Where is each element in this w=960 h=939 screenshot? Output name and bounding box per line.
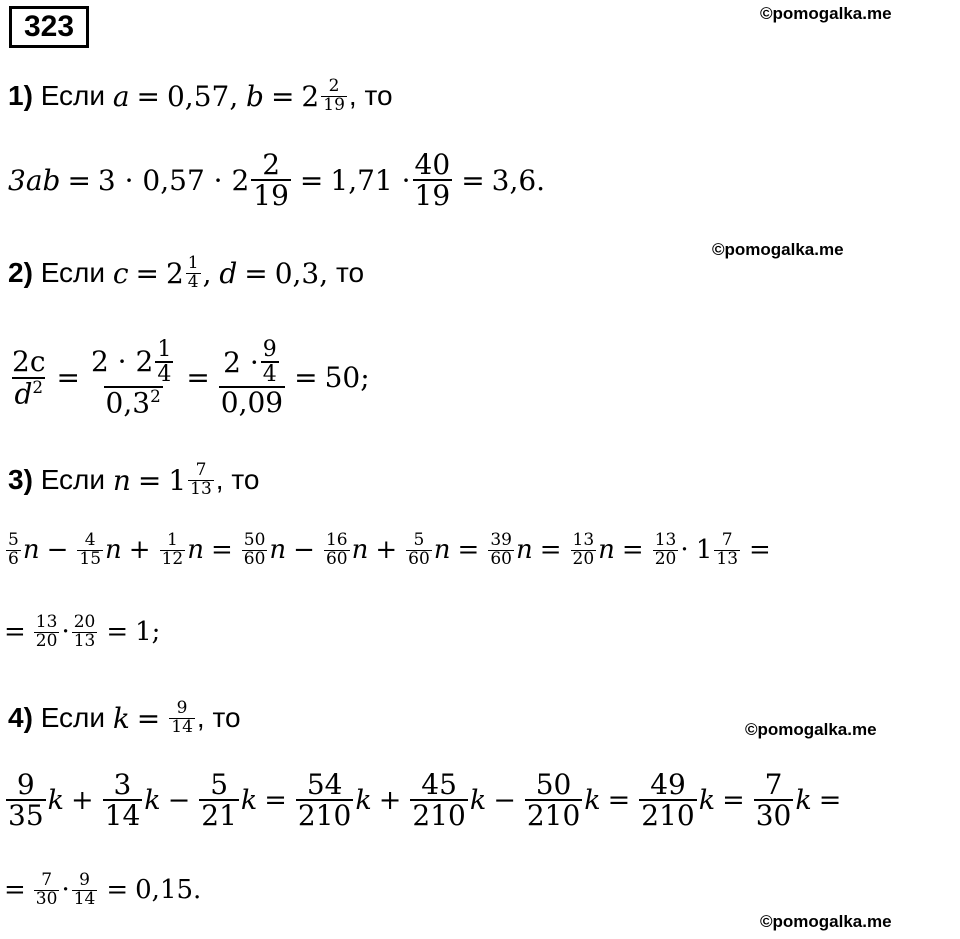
denominator: 0,09 (220, 386, 284, 420)
fraction (219, 338, 285, 418)
p1-condition (8, 78, 393, 115)
fraction (251, 150, 291, 211)
b-whole: 2 (301, 79, 320, 113)
p4-line-2: = $\frac{7}{30}$ · $\frac{9}{14}$ = 0,15. (4, 870, 202, 909)
product: 1,71 · (330, 163, 411, 197)
denominator: 4 (187, 271, 199, 292)
fraction: $\frac{13}{20}$ (35, 612, 58, 651)
denominator: 14 (171, 716, 193, 737)
fraction: $\frac{49}{210}$ (641, 768, 695, 833)
numerator: 9 (176, 698, 188, 718)
fraction: $\frac{50}{60}$ (243, 530, 266, 569)
var-k: k (112, 701, 130, 735)
fraction: $\frac{5}{21}$ (201, 768, 237, 833)
n-fraction (188, 462, 214, 499)
fraction: $\frac{45}{210}$ (412, 768, 466, 833)
fraction: $\frac{16}{60}$ (325, 530, 348, 569)
watermark: ©pomogalka.me (745, 720, 877, 739)
denominator: 19 (253, 179, 289, 213)
fraction: $\frac{9}{35}$ (8, 768, 44, 833)
fraction (10, 345, 48, 411)
k-fraction (169, 700, 195, 737)
b-fraction (321, 78, 347, 115)
d-value: 0,3, (274, 256, 329, 290)
p2-solution: $\frac{2c}{d^2}$ = 2 · 2 $\frac{1}{4}$ $0,3^2$ = 2 · $\frac{9}{4}$ 0,09 = 50; (12, 337, 370, 420)
n-whole: 1 (168, 463, 187, 497)
denominator: 19 (414, 179, 451, 213)
p4-line-1: $\frac{9}{35}$ k + $\frac{3}{14}$ k − $\frac{5}{21}$ k = $\frac{54}{210}$ k + $\frac{45}{210}$ k − $\frac{50}{210}$ k = $\frac{49}{210}$ k = $\frac{7}{30}$ k = (8, 768, 842, 833)
watermark: ©pomogalka.me (760, 4, 892, 23)
watermark: ©pomogalka.me (712, 240, 844, 259)
expr-3ab: 3ab (8, 163, 61, 197)
p4-condition: 4) Если k = $\frac{9}{14}$ , то (8, 698, 241, 737)
result: 0,15. (135, 875, 202, 906)
fraction: $\frac{5}{6}$ (8, 530, 19, 569)
var-a: a (112, 79, 130, 113)
word-if: Если (40, 464, 106, 496)
watermark: ©pomogalka.me (760, 912, 892, 931)
fraction: $\frac{4}{15}$ (79, 530, 102, 569)
denominator: $d^2$ (14, 376, 44, 411)
p3-condition: 3) Если n = 1 $\frac{7}{13}$ , то (8, 460, 260, 499)
var-n: n (112, 463, 131, 497)
fraction: $\frac{54}{210}$ (297, 768, 352, 833)
fraction: $\frac{20}{13}$ (73, 612, 96, 651)
numerator: 2 · $\frac{9}{4}$ (223, 337, 277, 388)
fraction: $\frac{7}{30}$ (35, 870, 58, 909)
result: 3,6. (491, 163, 546, 197)
a-value: 0,57, (166, 79, 239, 113)
p3-line-1: $\frac{5}{6}$ n − $\frac{4}{15}$ n + $\frac{1}{12}$ n = $\frac{50}{60}$ n − $\frac{16}{60}$ n + $\frac{5}{60}$ n = $\frac{39}{60}$ n = $\frac{13}{20}$ n = $\frac{13}{20}$ · 1 $\frac{7}{13}$ = (8, 530, 771, 569)
fraction: $\frac{50}{210}$ (526, 768, 581, 833)
denominator: 13 (190, 478, 212, 499)
equals: = (136, 79, 160, 113)
word-then: , то (215, 464, 260, 496)
var-c: c (112, 256, 129, 290)
numerator: 2c (12, 345, 46, 379)
fraction: $\frac{9}{14}$ (73, 870, 96, 909)
fraction: $\frac{1}{12}$ (161, 530, 184, 569)
equals: = (270, 79, 295, 113)
fraction: $\frac{7}{13}$ (716, 530, 739, 569)
problem-number: 323 (9, 6, 89, 48)
numerator: 2 (262, 148, 281, 181)
word-then: то (335, 257, 365, 289)
numerator: 2 · 2 $\frac{1}{4}$ (90, 337, 172, 388)
label-4: 4) (8, 702, 33, 734)
product: 3 · 0,57 · 2 (97, 163, 250, 197)
label-1: 1) (8, 80, 33, 112)
p2-condition: 2) Если c = 2 $\frac{1}{4}$ , d = 0,3, то (8, 253, 365, 292)
c-whole: 2 (165, 256, 184, 290)
numerator: 40 (414, 148, 451, 181)
word-if: Если (40, 80, 106, 112)
label-3: 3) (8, 464, 33, 496)
fraction: $\frac{39}{60}$ (490, 530, 512, 569)
numerator: 7 (195, 460, 207, 480)
word-if: Если (40, 257, 106, 289)
denominator: $0,3^2$ (105, 386, 161, 420)
fraction (89, 338, 177, 418)
numerator: 1 (187, 253, 199, 273)
var-b: b (246, 79, 264, 113)
word-if: Если (40, 702, 106, 734)
denominator: 19 (323, 94, 345, 115)
fraction (413, 150, 453, 211)
numerator: 2 (328, 76, 340, 96)
word-then: , то (348, 80, 393, 112)
fraction: $\frac{3}{14}$ (104, 768, 141, 833)
var-d: d (219, 256, 238, 290)
p3-line-2: = $\frac{13}{20}$ · $\frac{20}{13}$ = 1; (4, 612, 161, 651)
fraction: $\frac{13}{20}$ (572, 530, 595, 569)
fraction: $\frac{13}{20}$ (654, 530, 677, 569)
fraction: $\frac{5}{60}$ (408, 530, 430, 569)
p1-solution: 3ab = 3 · 0,57 · 2 $\frac{2}{19}$ = 1,71 · $\frac{40}{19}$ = 3,6. (8, 148, 546, 213)
fraction: $\frac{7}{30}$ (755, 768, 792, 833)
word-then: , то (196, 702, 241, 734)
result: 50; (324, 361, 370, 395)
label-2: 2) (8, 257, 33, 289)
result: 1; (135, 617, 161, 648)
c-fraction (186, 255, 201, 292)
